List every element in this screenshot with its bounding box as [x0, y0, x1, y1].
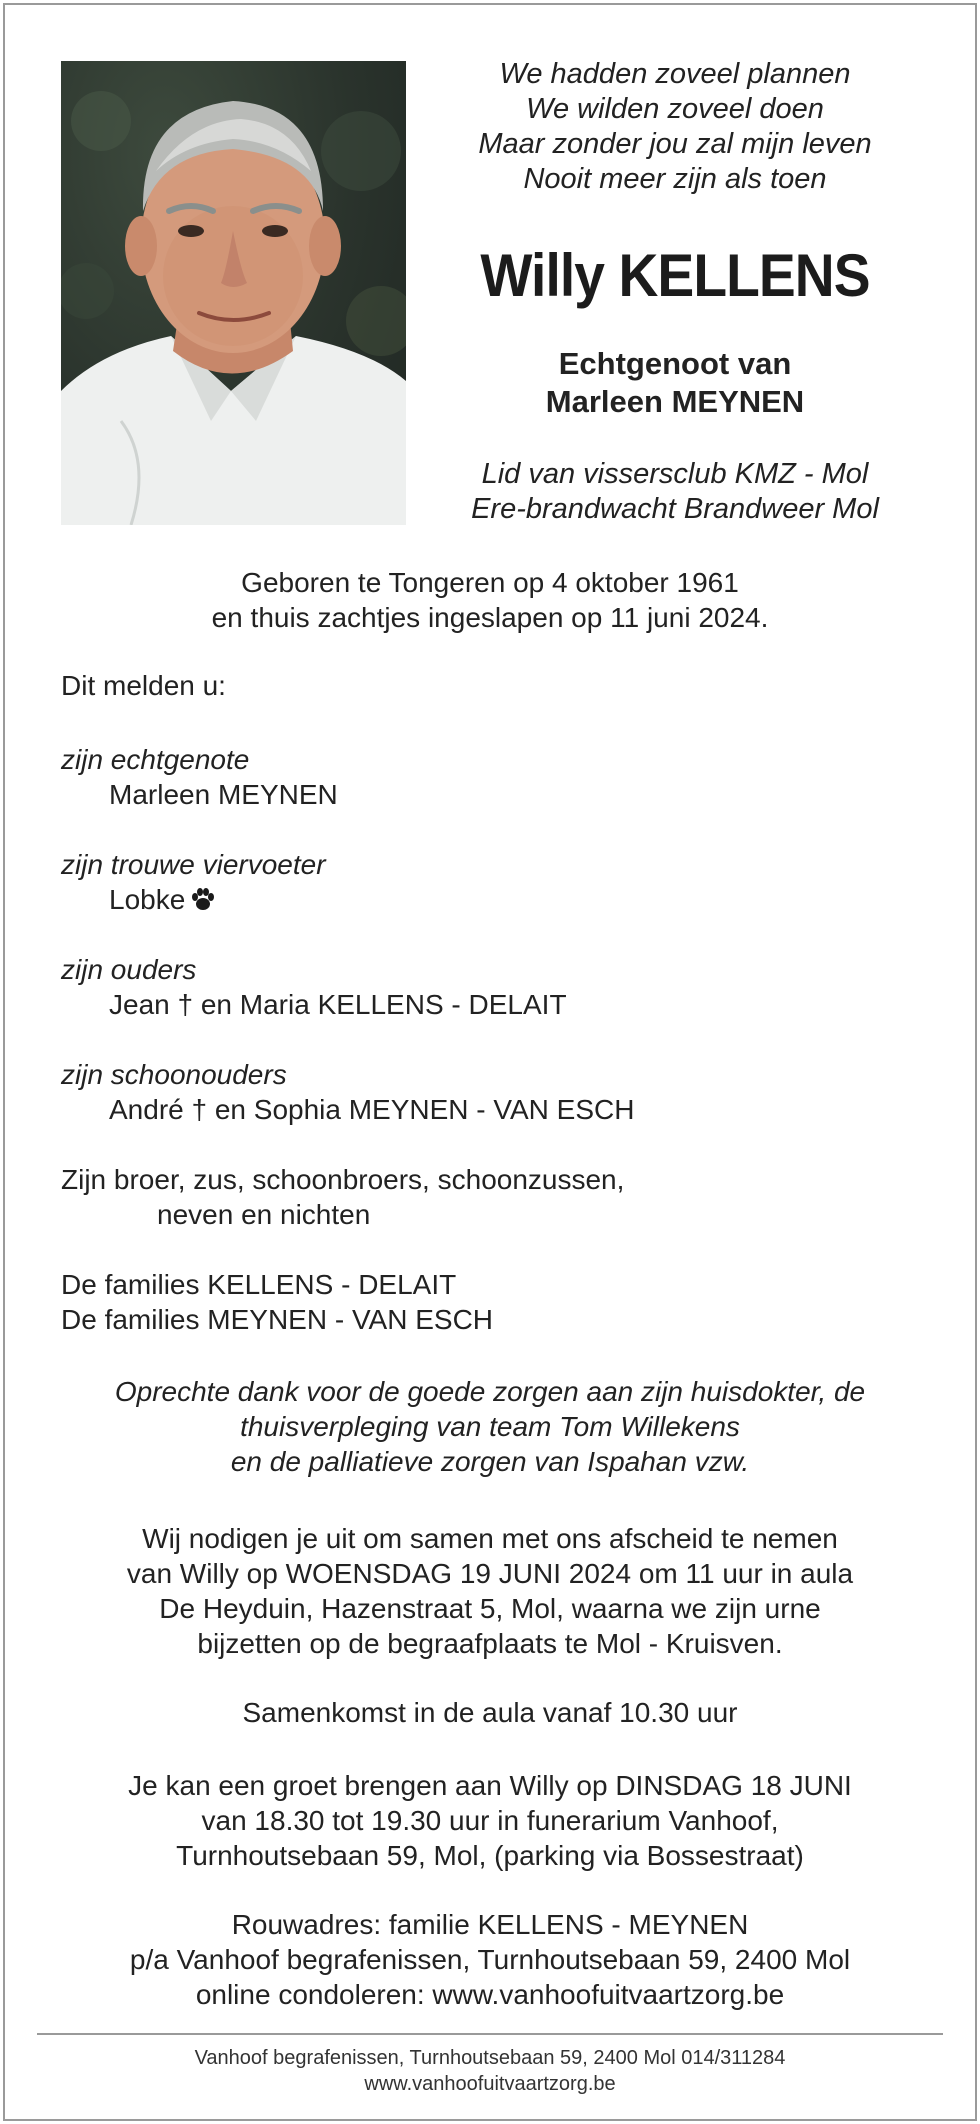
relation-names: Lobke: [109, 884, 186, 915]
spouse-line: Echtgenoot van: [558, 346, 792, 381]
relation-names-row: [61, 882, 326, 920]
ceremony-info: [5, 1521, 975, 1661]
poem-line: Nooit meer zijn als toen: [523, 163, 827, 195]
relation-label: zijn schoonouders: [61, 1059, 287, 1090]
relation-names: André † en Sophia MEYNEN - VAN ESCH: [109, 1094, 635, 1125]
spouse-info: [425, 345, 925, 421]
role-line: Ere-brandwacht Brandweer Mol: [471, 493, 879, 525]
poem-line: We wilden zoveel doen: [526, 93, 824, 125]
families: [61, 1267, 493, 1337]
siblings-line: Zijn broer, zus, schoonbroers, schoonzussen,: [61, 1164, 625, 1195]
family-line: De families KELLENS - DELAIT: [61, 1269, 457, 1300]
paw-icon: [189, 885, 217, 920]
visitation-line: van 18.30 tot 19.30 uur in funerarium Vanhoof,: [201, 1805, 779, 1836]
relation-label: zijn trouwe viervoeter: [61, 849, 326, 880]
roles: [425, 457, 925, 527]
relation-spouse: [61, 742, 338, 812]
poem-line: Maar zonder jou zal mijn leven: [478, 128, 872, 160]
footer: [5, 2045, 975, 2097]
address-line: p/a Vanhoof begrafenissen, Turnhoutsebaan 59, 2400 Mol: [129, 1944, 851, 1975]
portrait-photo: [61, 61, 406, 525]
footer-divider: [37, 2033, 943, 2035]
announce-intro: Dit melden u:: [61, 670, 226, 701]
ceremony-line: bijzetten op de begraafplaats te Mol - Kruisven.: [197, 1628, 783, 1659]
obituary-card: [3, 3, 977, 2121]
visitation-line: Turnhoutsebaan 59, Mol, (parking via Bossestraat): [176, 1840, 804, 1871]
siblings-line: neven en nichten: [157, 1199, 371, 1230]
portrait-illustration: [61, 61, 406, 525]
birth-line: Geboren te Tongeren op 4 oktober 1961: [241, 567, 739, 598]
thanks: [5, 1374, 975, 1479]
relation-label: zijn echtgenote: [61, 744, 250, 775]
family-line: De families MEYNEN - VAN ESCH: [61, 1304, 494, 1335]
spouse-line: Marleen MEYNEN: [545, 384, 805, 419]
siblings: [61, 1162, 624, 1232]
ceremony-line: van Willy op WOENSDAG 19 JUNI 2024 om 11 uur in aula: [126, 1558, 854, 1589]
footer-line: www.vanhoofuitvaartzorg.be: [364, 2073, 616, 2095]
footer-line: Vanhoof begrafenissen, Turnhoutsebaan 59, 2400 Mol 014/311284: [194, 2047, 786, 2069]
poem-line: We hadden zoveel plannen: [499, 58, 851, 90]
relation-names: Marleen MEYNEN: [109, 779, 338, 810]
address-line: Rouwadres: familie KELLENS - MEYNEN: [231, 1909, 749, 1940]
relation-pet: [61, 847, 326, 920]
ceremony-line: Wij nodigen je uit om samen met ons afscheid te nemen: [142, 1523, 838, 1554]
death-line: en thuis zachtjes ingeslapen op 11 juni 2024.: [211, 602, 769, 633]
relation-label: zijn ouders: [61, 954, 197, 985]
address-line: online condoleren: www.vanhoofuitvaartzorg.be: [195, 1979, 785, 2010]
thanks-line: thuisverpleging van team Tom Willekens: [240, 1411, 740, 1442]
mourning-address: [5, 1907, 975, 2012]
thanks-line: en de palliatieve zorgen van Ispahan vzw.: [230, 1446, 750, 1477]
gathering-info: Samenkomst in de aula vanaf 10.30 uur: [242, 1697, 738, 1728]
header-text: [425, 57, 925, 527]
visitation-info: [5, 1768, 975, 1873]
relation-in-laws: [61, 1057, 634, 1127]
role-line: Lid van vissersclub KMZ - Mol: [481, 458, 869, 490]
ceremony-line: De Heyduin, Hazenstraat 5, Mol, waarna we zijn urne: [159, 1593, 821, 1624]
thanks-line: Oprechte dank voor de goede zorgen aan zijn huisdokter, de: [114, 1376, 866, 1407]
relation-parents: [61, 952, 567, 1022]
poem: [425, 57, 925, 197]
deceased-name: Willy KELLENS: [480, 242, 870, 309]
relation-names: Jean † en Maria KELLENS - DELAIT: [109, 989, 567, 1020]
birth-death-info: [5, 565, 975, 635]
visitation-line: Je kan een groet brengen aan Willy op DINSDAG 18 JUNI: [128, 1770, 852, 1801]
